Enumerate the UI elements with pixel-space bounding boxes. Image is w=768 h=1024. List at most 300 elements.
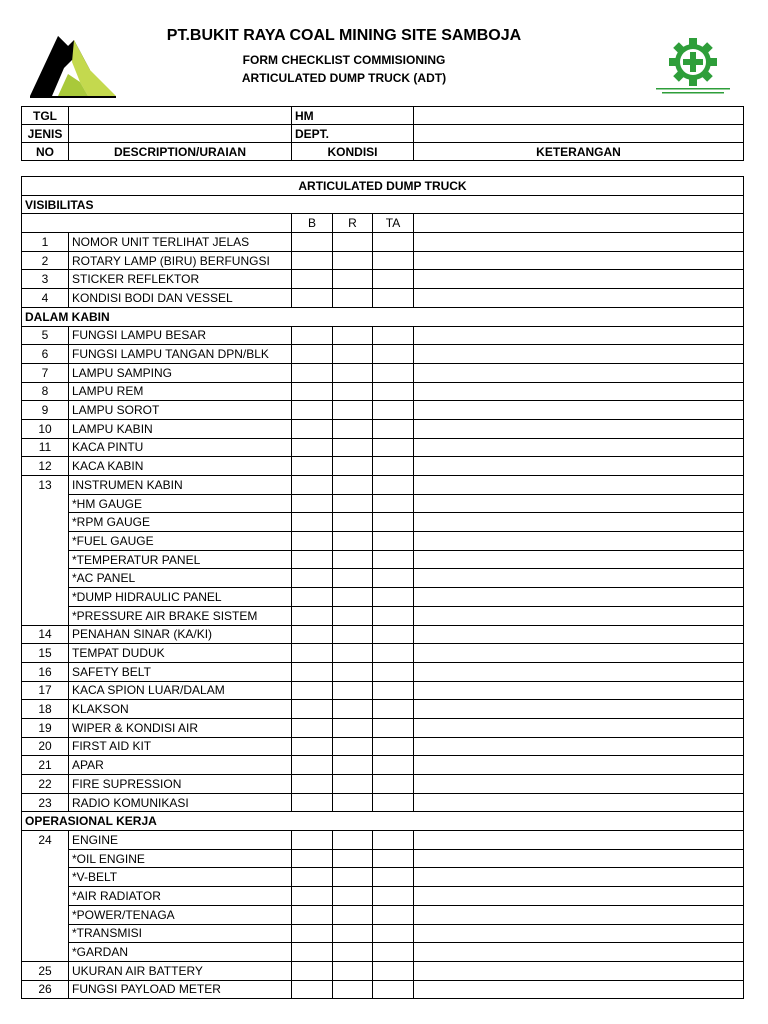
kondisi-b-cell[interactable] (292, 345, 333, 364)
kondisi-ta-cell[interactable] (373, 681, 414, 700)
row-number: 7 (22, 363, 69, 382)
row-description: LAMPU SOROT (69, 401, 292, 420)
kondisi-b-cell[interactable] (292, 868, 333, 887)
row-description: UKURAN AIR BATTERY (69, 961, 292, 980)
kondisi-r-cell[interactable] (333, 756, 373, 775)
kondisi-b-cell[interactable] (292, 419, 333, 438)
info-table (21, 106, 744, 161)
keterangan-cell[interactable] (414, 251, 744, 270)
row-number (22, 588, 69, 607)
table-row (22, 476, 744, 495)
row-number: 5 (22, 326, 69, 345)
hm-label: HM (292, 107, 414, 125)
row-description: KACA PINTU (69, 438, 292, 457)
keterangan-cell[interactable] (414, 494, 744, 513)
kondisi-ta-cell[interactable] (373, 905, 414, 924)
table-row (22, 718, 744, 737)
row-number (22, 606, 69, 625)
kondisi-r-cell[interactable] (333, 662, 373, 681)
col-b-header: B (292, 214, 333, 233)
kondisi-r-cell[interactable] (333, 494, 373, 513)
keterangan-cell[interactable] (414, 363, 744, 382)
kondisi-b-cell[interactable] (292, 756, 333, 775)
keterangan-cell[interactable] (414, 662, 744, 681)
kondisi-b-cell[interactable] (292, 532, 333, 551)
kondisi-ta-cell[interactable] (373, 793, 414, 812)
row-description: *OIL ENGINE (69, 849, 292, 868)
row-number: 12 (22, 457, 69, 476)
table-row (22, 868, 744, 887)
row-number: 11 (22, 438, 69, 457)
kondisi-ta-cell[interactable] (373, 363, 414, 382)
row-description: *FUEL GAUGE (69, 532, 292, 551)
kondisi-ta-cell[interactable] (373, 457, 414, 476)
table-row (22, 625, 744, 644)
kondisi-ta-cell[interactable] (373, 289, 414, 308)
row-description: FIRST AID KIT (69, 737, 292, 756)
row-number: 3 (22, 270, 69, 289)
row-number (22, 532, 69, 551)
kondisi-ta-cell[interactable] (373, 532, 414, 551)
row-description: INSTRUMEN KABIN (69, 476, 292, 495)
row-description: KACA SPION LUAR/DALAM (69, 681, 292, 700)
row-number: 4 (22, 289, 69, 308)
kondisi-r-cell[interactable] (333, 513, 373, 532)
table-row (22, 550, 744, 569)
kondisi-ta-cell[interactable] (373, 700, 414, 719)
kondisi-r-cell[interactable] (333, 438, 373, 457)
keterangan-cell[interactable] (414, 382, 744, 401)
checklist-table (21, 176, 744, 999)
kondisi-r-cell[interactable] (333, 457, 373, 476)
kondisi-r-cell[interactable] (333, 887, 373, 906)
kondisi-ta-cell[interactable] (373, 326, 414, 345)
row-number: 8 (22, 382, 69, 401)
row-description: *HM GAUGE (69, 494, 292, 513)
row-number (22, 550, 69, 569)
row-description: FUNGSI PAYLOAD METER (69, 980, 292, 999)
kondisi-b-cell[interactable] (292, 382, 333, 401)
form-subtitle: ARTICULATED DUMP TRUCK (ADT) (241, 71, 447, 85)
kondisi-b-cell[interactable] (292, 775, 333, 794)
kondisi-r-cell[interactable] (333, 831, 373, 850)
kondisi-b-cell[interactable] (292, 980, 333, 999)
checklist-title: ARTICULATED DUMP TRUCK (22, 177, 744, 196)
table-row (22, 513, 744, 532)
kondisi-b-cell[interactable] (292, 550, 333, 569)
keterangan-cell[interactable] (414, 550, 744, 569)
kondisi-ta-cell[interactable] (373, 588, 414, 607)
table-row (22, 270, 744, 289)
kondisi-ta-cell[interactable] (373, 606, 414, 625)
kondisi-ta-cell[interactable] (373, 943, 414, 962)
keterangan-cell[interactable] (414, 775, 744, 794)
kondisi-ta-cell[interactable] (373, 737, 414, 756)
row-description: WIPER & KONDISI AIR (69, 718, 292, 737)
keterangan-cell[interactable] (414, 569, 744, 588)
kondisi-b-cell[interactable] (292, 905, 333, 924)
kondisi-b-cell[interactable] (292, 457, 333, 476)
row-description: *TRANSMISI (69, 924, 292, 943)
kondisi-ta-cell[interactable] (373, 251, 414, 270)
kondisi-r-cell[interactable] (333, 363, 373, 382)
kondisi-r-cell[interactable] (333, 289, 373, 308)
dept-field[interactable] (414, 125, 744, 143)
row-number: 9 (22, 401, 69, 420)
kondisi-ta-cell[interactable] (373, 980, 414, 999)
table-row (22, 401, 744, 420)
tgl-label: TGL (22, 107, 69, 125)
keterangan-cell[interactable] (414, 756, 744, 775)
kondisi-r-cell[interactable] (333, 700, 373, 719)
form-title: FORM CHECKLIST COMMISIONING (242, 53, 446, 67)
kondisi-b-cell[interactable] (292, 625, 333, 644)
kondisi-ta-cell[interactable] (373, 831, 414, 850)
dept-label: DEPT. (292, 125, 414, 143)
keterangan-cell[interactable] (414, 924, 744, 943)
kondisi-b-cell[interactable] (292, 644, 333, 663)
kondisi-b-cell[interactable] (292, 718, 333, 737)
row-number (22, 494, 69, 513)
kondisi-ta-cell[interactable] (373, 494, 414, 513)
keterangan-cell[interactable] (414, 961, 744, 980)
kondisi-b-cell[interactable] (292, 233, 333, 252)
kondisi-ta-cell[interactable] (373, 887, 414, 906)
table-row (22, 756, 744, 775)
row-description: *AIR RADIATOR (69, 887, 292, 906)
table-row (22, 793, 744, 812)
row-number: 13 (22, 476, 69, 495)
kondisi-r-cell[interactable] (333, 924, 373, 943)
keterangan-cell[interactable] (414, 681, 744, 700)
table-row (22, 905, 744, 924)
kondisi-b-cell[interactable] (292, 681, 333, 700)
kondisi-b-cell[interactable] (292, 793, 333, 812)
keterangan-cell[interactable] (414, 980, 744, 999)
row-description: ROTARY LAMP (BIRU) BERFUNGSI (69, 251, 292, 270)
table-row (22, 345, 744, 364)
row-description: TEMPAT DUDUK (69, 644, 292, 663)
kondisi-ta-cell[interactable] (373, 476, 414, 495)
table-row (22, 438, 744, 457)
table-row (22, 606, 744, 625)
kondisi-r-cell[interactable] (333, 401, 373, 420)
row-description: *V-BELT (69, 868, 292, 887)
table-row (22, 494, 744, 513)
kondisi-ta-cell[interactable] (373, 345, 414, 364)
kondisi-b-cell[interactable] (292, 513, 333, 532)
kondisi-b-cell[interactable] (292, 831, 333, 850)
col-r-header: R (333, 214, 373, 233)
table-row (22, 775, 744, 794)
row-number (22, 887, 69, 906)
kondisi-b-cell[interactable] (292, 887, 333, 906)
keterangan-cell[interactable] (414, 644, 744, 663)
keterangan-cell[interactable] (414, 345, 744, 364)
row-description: STICKER REFLEKTOR (69, 270, 292, 289)
table-row (22, 251, 744, 270)
tgl-field[interactable] (69, 107, 292, 125)
keterangan-header: KETERANGAN (414, 143, 744, 161)
kondisi-b-cell[interactable] (292, 363, 333, 382)
kondisi-r-cell[interactable] (333, 382, 373, 401)
kondisi-ta-cell[interactable] (373, 849, 414, 868)
kondisi-header: KONDISI (292, 143, 414, 161)
kondisi-r-cell[interactable] (333, 943, 373, 962)
kondisi-r-cell[interactable] (333, 345, 373, 364)
kondisi-ta-cell[interactable] (373, 718, 414, 737)
kondisi-ta-cell[interactable] (373, 625, 414, 644)
kondisi-ta-cell[interactable] (373, 756, 414, 775)
keterangan-cell[interactable] (414, 233, 744, 252)
kondisi-ta-cell[interactable] (373, 513, 414, 532)
table-row (22, 326, 744, 345)
keterangan-cell[interactable] (414, 588, 744, 607)
kondisi-ta-cell[interactable] (373, 233, 414, 252)
kondisi-r-cell[interactable] (333, 419, 373, 438)
kondisi-ta-cell[interactable] (373, 438, 414, 457)
kondisi-b-cell[interactable] (292, 438, 333, 457)
row-number: 17 (22, 681, 69, 700)
keterangan-cell[interactable] (414, 868, 744, 887)
kondisi-b-cell[interactable] (292, 289, 333, 308)
keterangan-cell[interactable] (414, 419, 744, 438)
table-row (22, 419, 744, 438)
jenis-field[interactable] (69, 125, 292, 143)
row-description: FUNGSI LAMPU TANGAN DPN/BLK (69, 345, 292, 364)
row-number: 24 (22, 831, 69, 850)
kondisi-r-cell[interactable] (333, 270, 373, 289)
kondisi-r-cell[interactable] (333, 569, 373, 588)
kondisi-ta-cell[interactable] (373, 419, 414, 438)
kondisi-ta-cell[interactable] (373, 569, 414, 588)
row-description: *RPM GAUGE (69, 513, 292, 532)
kondisi-r-cell[interactable] (333, 718, 373, 737)
row-description: LAMPU KABIN (69, 419, 292, 438)
row-description: *POWER/TENAGA (69, 905, 292, 924)
section-visibilitas: VISIBILITAS (22, 195, 744, 214)
keterangan-cell[interactable] (414, 438, 744, 457)
blank-cell (69, 214, 292, 233)
row-description: FIRE SUPRESSION (69, 775, 292, 794)
row-number (22, 849, 69, 868)
kondisi-r-cell[interactable] (333, 251, 373, 270)
description-header: DESCRIPTION/URAIAN (69, 143, 292, 161)
table-row (22, 943, 744, 962)
kondisi-r-cell[interactable] (333, 793, 373, 812)
col-ta-header: TA (373, 214, 414, 233)
table-row (22, 681, 744, 700)
row-number (22, 905, 69, 924)
table-row (22, 233, 744, 252)
row-description: LAMPU REM (69, 382, 292, 401)
keterangan-cell[interactable] (414, 625, 744, 644)
kondisi-b-cell[interactable] (292, 924, 333, 943)
company-title: PT.BUKIT RAYA COAL MINING SITE SAMBOJA (166, 27, 522, 44)
row-number: 18 (22, 700, 69, 719)
table-row (22, 831, 744, 850)
row-number: 16 (22, 662, 69, 681)
kondisi-b-cell[interactable] (292, 569, 333, 588)
table-row (22, 737, 744, 756)
blank-cell (414, 214, 744, 233)
row-description: RADIO KOMUNIKASI (69, 793, 292, 812)
row-number: 22 (22, 775, 69, 794)
kondisi-b-cell[interactable] (292, 700, 333, 719)
row-number: 15 (22, 644, 69, 663)
table-row (22, 457, 744, 476)
keterangan-cell[interactable] (414, 905, 744, 924)
kondisi-b-cell[interactable] (292, 588, 333, 607)
blank-cell (22, 214, 69, 233)
keterangan-cell[interactable] (414, 849, 744, 868)
table-row (22, 700, 744, 719)
kondisi-b-cell[interactable] (292, 476, 333, 495)
keterangan-cell[interactable] (414, 532, 744, 551)
keterangan-cell[interactable] (414, 793, 744, 812)
row-description: LAMPU SAMPING (69, 363, 292, 382)
row-number: 21 (22, 756, 69, 775)
row-description: APAR (69, 756, 292, 775)
keterangan-cell[interactable] (414, 943, 744, 962)
row-number: 19 (22, 718, 69, 737)
row-description: PENAHAN SINAR (KA/KI) (69, 625, 292, 644)
row-description: KLAKSON (69, 700, 292, 719)
kondisi-r-cell[interactable] (333, 326, 373, 345)
kondisi-ta-cell[interactable] (373, 644, 414, 663)
kondisi-b-cell[interactable] (292, 943, 333, 962)
kondisi-r-cell[interactable] (333, 961, 373, 980)
row-description: ENGINE (69, 831, 292, 850)
row-description: SAFETY BELT (69, 662, 292, 681)
kondisi-ta-cell[interactable] (373, 924, 414, 943)
table-row (22, 662, 744, 681)
kondisi-b-cell[interactable] (292, 401, 333, 420)
table-row (22, 363, 744, 382)
kondisi-r-cell[interactable] (333, 476, 373, 495)
row-description: KACA KABIN (69, 457, 292, 476)
kondisi-ta-cell[interactable] (373, 775, 414, 794)
row-number (22, 513, 69, 532)
table-row (22, 569, 744, 588)
keterangan-cell[interactable] (414, 718, 744, 737)
jenis-label: JENIS (22, 125, 69, 143)
table-row (22, 644, 744, 663)
row-description: KONDISI BODI DAN VESSEL (69, 289, 292, 308)
keterangan-cell[interactable] (414, 606, 744, 625)
keterangan-cell[interactable] (414, 513, 744, 532)
kondisi-ta-cell[interactable] (373, 868, 414, 887)
no-header: NO (22, 143, 69, 161)
kondisi-r-cell[interactable] (333, 681, 373, 700)
kondisi-ta-cell[interactable] (373, 270, 414, 289)
table-row (22, 887, 744, 906)
kondisi-b-cell[interactable] (292, 662, 333, 681)
kondisi-ta-cell[interactable] (373, 961, 414, 980)
keterangan-cell[interactable] (414, 476, 744, 495)
keterangan-cell[interactable] (414, 289, 744, 308)
kondisi-ta-cell[interactable] (373, 401, 414, 420)
kondisi-b-cell[interactable] (292, 737, 333, 756)
row-description: *PRESSURE AIR BRAKE SISTEM (69, 606, 292, 625)
keterangan-cell[interactable] (414, 457, 744, 476)
kondisi-r-cell[interactable] (333, 532, 373, 551)
kondisi-b-cell[interactable] (292, 961, 333, 980)
table-row (22, 961, 744, 980)
table-row (22, 924, 744, 943)
keterangan-cell[interactable] (414, 270, 744, 289)
kondisi-r-cell[interactable] (333, 588, 373, 607)
kondisi-b-cell[interactable] (292, 251, 333, 270)
kondisi-r-cell[interactable] (333, 233, 373, 252)
table-row (22, 382, 744, 401)
row-number: 25 (22, 961, 69, 980)
kondisi-r-cell[interactable] (333, 849, 373, 868)
row-number: 6 (22, 345, 69, 364)
table-row (22, 532, 744, 551)
kondisi-b-cell[interactable] (292, 606, 333, 625)
keterangan-cell[interactable] (414, 700, 744, 719)
row-number (22, 569, 69, 588)
row-number: 10 (22, 419, 69, 438)
row-number (22, 868, 69, 887)
kondisi-r-cell[interactable] (333, 625, 373, 644)
row-number: 23 (22, 793, 69, 812)
kondisi-b-cell[interactable] (292, 849, 333, 868)
row-number: 20 (22, 737, 69, 756)
hm-field[interactable] (414, 107, 744, 125)
table-row (22, 980, 744, 999)
row-description: *AC PANEL (69, 569, 292, 588)
kondisi-b-cell[interactable] (292, 326, 333, 345)
keterangan-cell[interactable] (414, 401, 744, 420)
table-row (22, 289, 744, 308)
row-number: 26 (22, 980, 69, 999)
kondisi-r-cell[interactable] (333, 868, 373, 887)
keterangan-cell[interactable] (414, 737, 744, 756)
section-dalam-kabin: DALAM KABIN (22, 307, 744, 326)
row-number: 2 (22, 251, 69, 270)
table-row (22, 849, 744, 868)
table-row (22, 588, 744, 607)
row-description: NOMOR UNIT TERLIHAT JELAS (69, 233, 292, 252)
row-description: *DUMP HIDRAULIC PANEL (69, 588, 292, 607)
section-operasional-kerja: OPERASIONAL KERJA (22, 812, 744, 831)
kondisi-b-cell[interactable] (292, 270, 333, 289)
row-number: 1 (22, 233, 69, 252)
kondisi-r-cell[interactable] (333, 550, 373, 569)
kondisi-r-cell[interactable] (333, 775, 373, 794)
row-number (22, 924, 69, 943)
kondisi-ta-cell[interactable] (373, 382, 414, 401)
row-number: 14 (22, 625, 69, 644)
kondisi-ta-cell[interactable] (373, 550, 414, 569)
keterangan-cell[interactable] (414, 326, 744, 345)
keterangan-cell[interactable] (414, 831, 744, 850)
row-description: *TEMPERATUR PANEL (69, 550, 292, 569)
kondisi-r-cell[interactable] (333, 905, 373, 924)
row-description: *GARDAN (69, 943, 292, 962)
row-number (22, 943, 69, 962)
kondisi-ta-cell[interactable] (373, 662, 414, 681)
kondisi-r-cell[interactable] (333, 980, 373, 999)
kondisi-b-cell[interactable] (292, 494, 333, 513)
kondisi-r-cell[interactable] (333, 737, 373, 756)
kondisi-r-cell[interactable] (333, 644, 373, 663)
keterangan-cell[interactable] (414, 887, 744, 906)
kondisi-r-cell[interactable] (333, 606, 373, 625)
row-description: FUNGSI LAMPU BESAR (69, 326, 292, 345)
